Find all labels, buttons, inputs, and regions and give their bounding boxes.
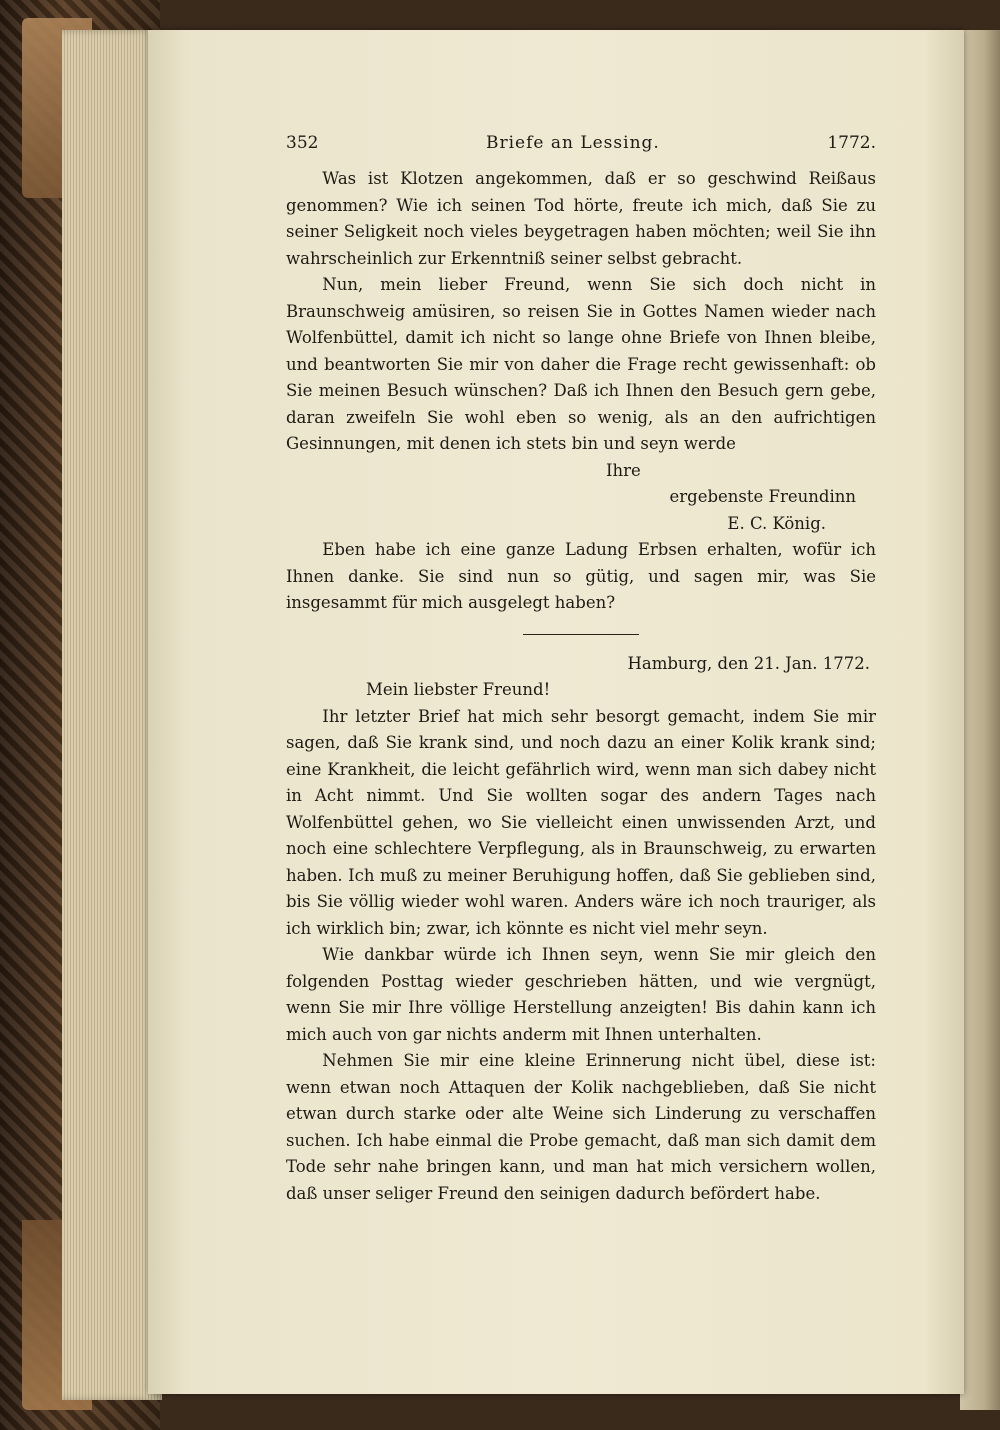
dateline: Hamburg, den 21. Jan. 1772. <box>627 653 870 673</box>
paragraph: Ihr letzter Brief hat mich sehr besorgt gemacht, indem Sie mir sagen, daß Sie krank sind, und noch dazu an einer Kolik krank sind; eine Krankheit, die leicht gefährlich wird, wenn man sich dabey nicht in Acht nimmt. Und Sie wollten sogar des andern Tages nach Wolfenbüttel gehen, wo Sie vielleicht einen unwissenden Arzt, und noch eine schlechtere Verpflegung, als in Braunschweig, zu erwarten haben. Ich muß zu meiner Beruhigung hoffen, daß Sie geblieben sind, bis Sie völlig wieder wohl waren. Anders wäre ich noch trauriger, als ich wirklich bin; zwar, ich könnte es nicht viel mehr seyn. <box>286 706 876 938</box>
closing: Ihre <box>606 460 641 480</box>
salutation: Mein liebster Freund! <box>366 680 551 699</box>
postscript: Eben habe ich eine ganze Ladung Erbsen erhalten, wofür ich Ihnen danke. Sie sind nun so gütig, und sagen mir, was Sie insgesammt für mich ausgelegt haben? <box>286 540 876 612</box>
header-year: 1772. <box>827 133 876 153</box>
running-header <box>286 130 876 162</box>
paragraph: Nun, mein lieber Freund, wenn Sie sich doch nicht in Braunschweig amüsiren, so reisen Sie in Gottes Namen wieder nach Wolfenbüttel, damit ich nicht so lange ohne Briefe von Ihnen bleibe, und beantworten Sie mir von daher die Frage recht gewissenhaft: ob Sie meinen Besuch wünschen? Daß ich Ihnen den Besuch gern gebe, daran zweifeln Sie wohl eben so wenig, als an den aufrichtigen Gesinnungen, mit denen ich stets bin und seyn werde <box>286 275 876 453</box>
paragraph: Was ist Klotzen angekommen, daß er so geschwind Reißaus genommen? Wie ich seinen Tod hörte, freute ich mich, daß Sie zu seiner Seligkeit noch vieles beygetragen haben möchten; weil Sie ihn wahrscheinlich zur Erkenntniß seiner selbst gebracht. <box>286 169 876 268</box>
signature: E. C. König. <box>727 513 826 533</box>
section-divider <box>523 634 639 635</box>
facing-page-edge <box>960 30 1000 1410</box>
page-number: 352 <box>286 133 319 153</box>
paragraph: Wie dankbar würde ich Ihnen seyn, wenn Sie mir gleich den folgenden Posttag wieder geschrieben hätten, und wie vergnügt, wenn Sie mir Ihre völlige Herstellung anzeigten! Bis dahin kann ich mich auch von gar nichts anderm mit Ihnen unterhalten. <box>286 945 876 1044</box>
closing-phrase: ergebenste Freundinn <box>669 487 856 506</box>
signature-block <box>286 458 876 538</box>
page-text <box>286 130 876 1207</box>
page-edges <box>62 30 162 1400</box>
running-title: Briefe an Lessing. <box>485 133 660 153</box>
book-page <box>148 30 964 1394</box>
paragraph: Nehmen Sie mir eine kleine Erinnerung nicht übel, diese ist: wenn etwan noch Attaquen der Kolik nachgeblieben, daß Sie nicht etwan durch starke oder alte Weine sich Linderung zu verschaffen suchen. Ich habe einmal die Probe gemacht, daß man sich damit dem Tode sehr nahe bringen kann, und man hat mich versichern wollen, daß unser seliger Freund den seinigen dadurch befördert habe. <box>286 1051 876 1203</box>
